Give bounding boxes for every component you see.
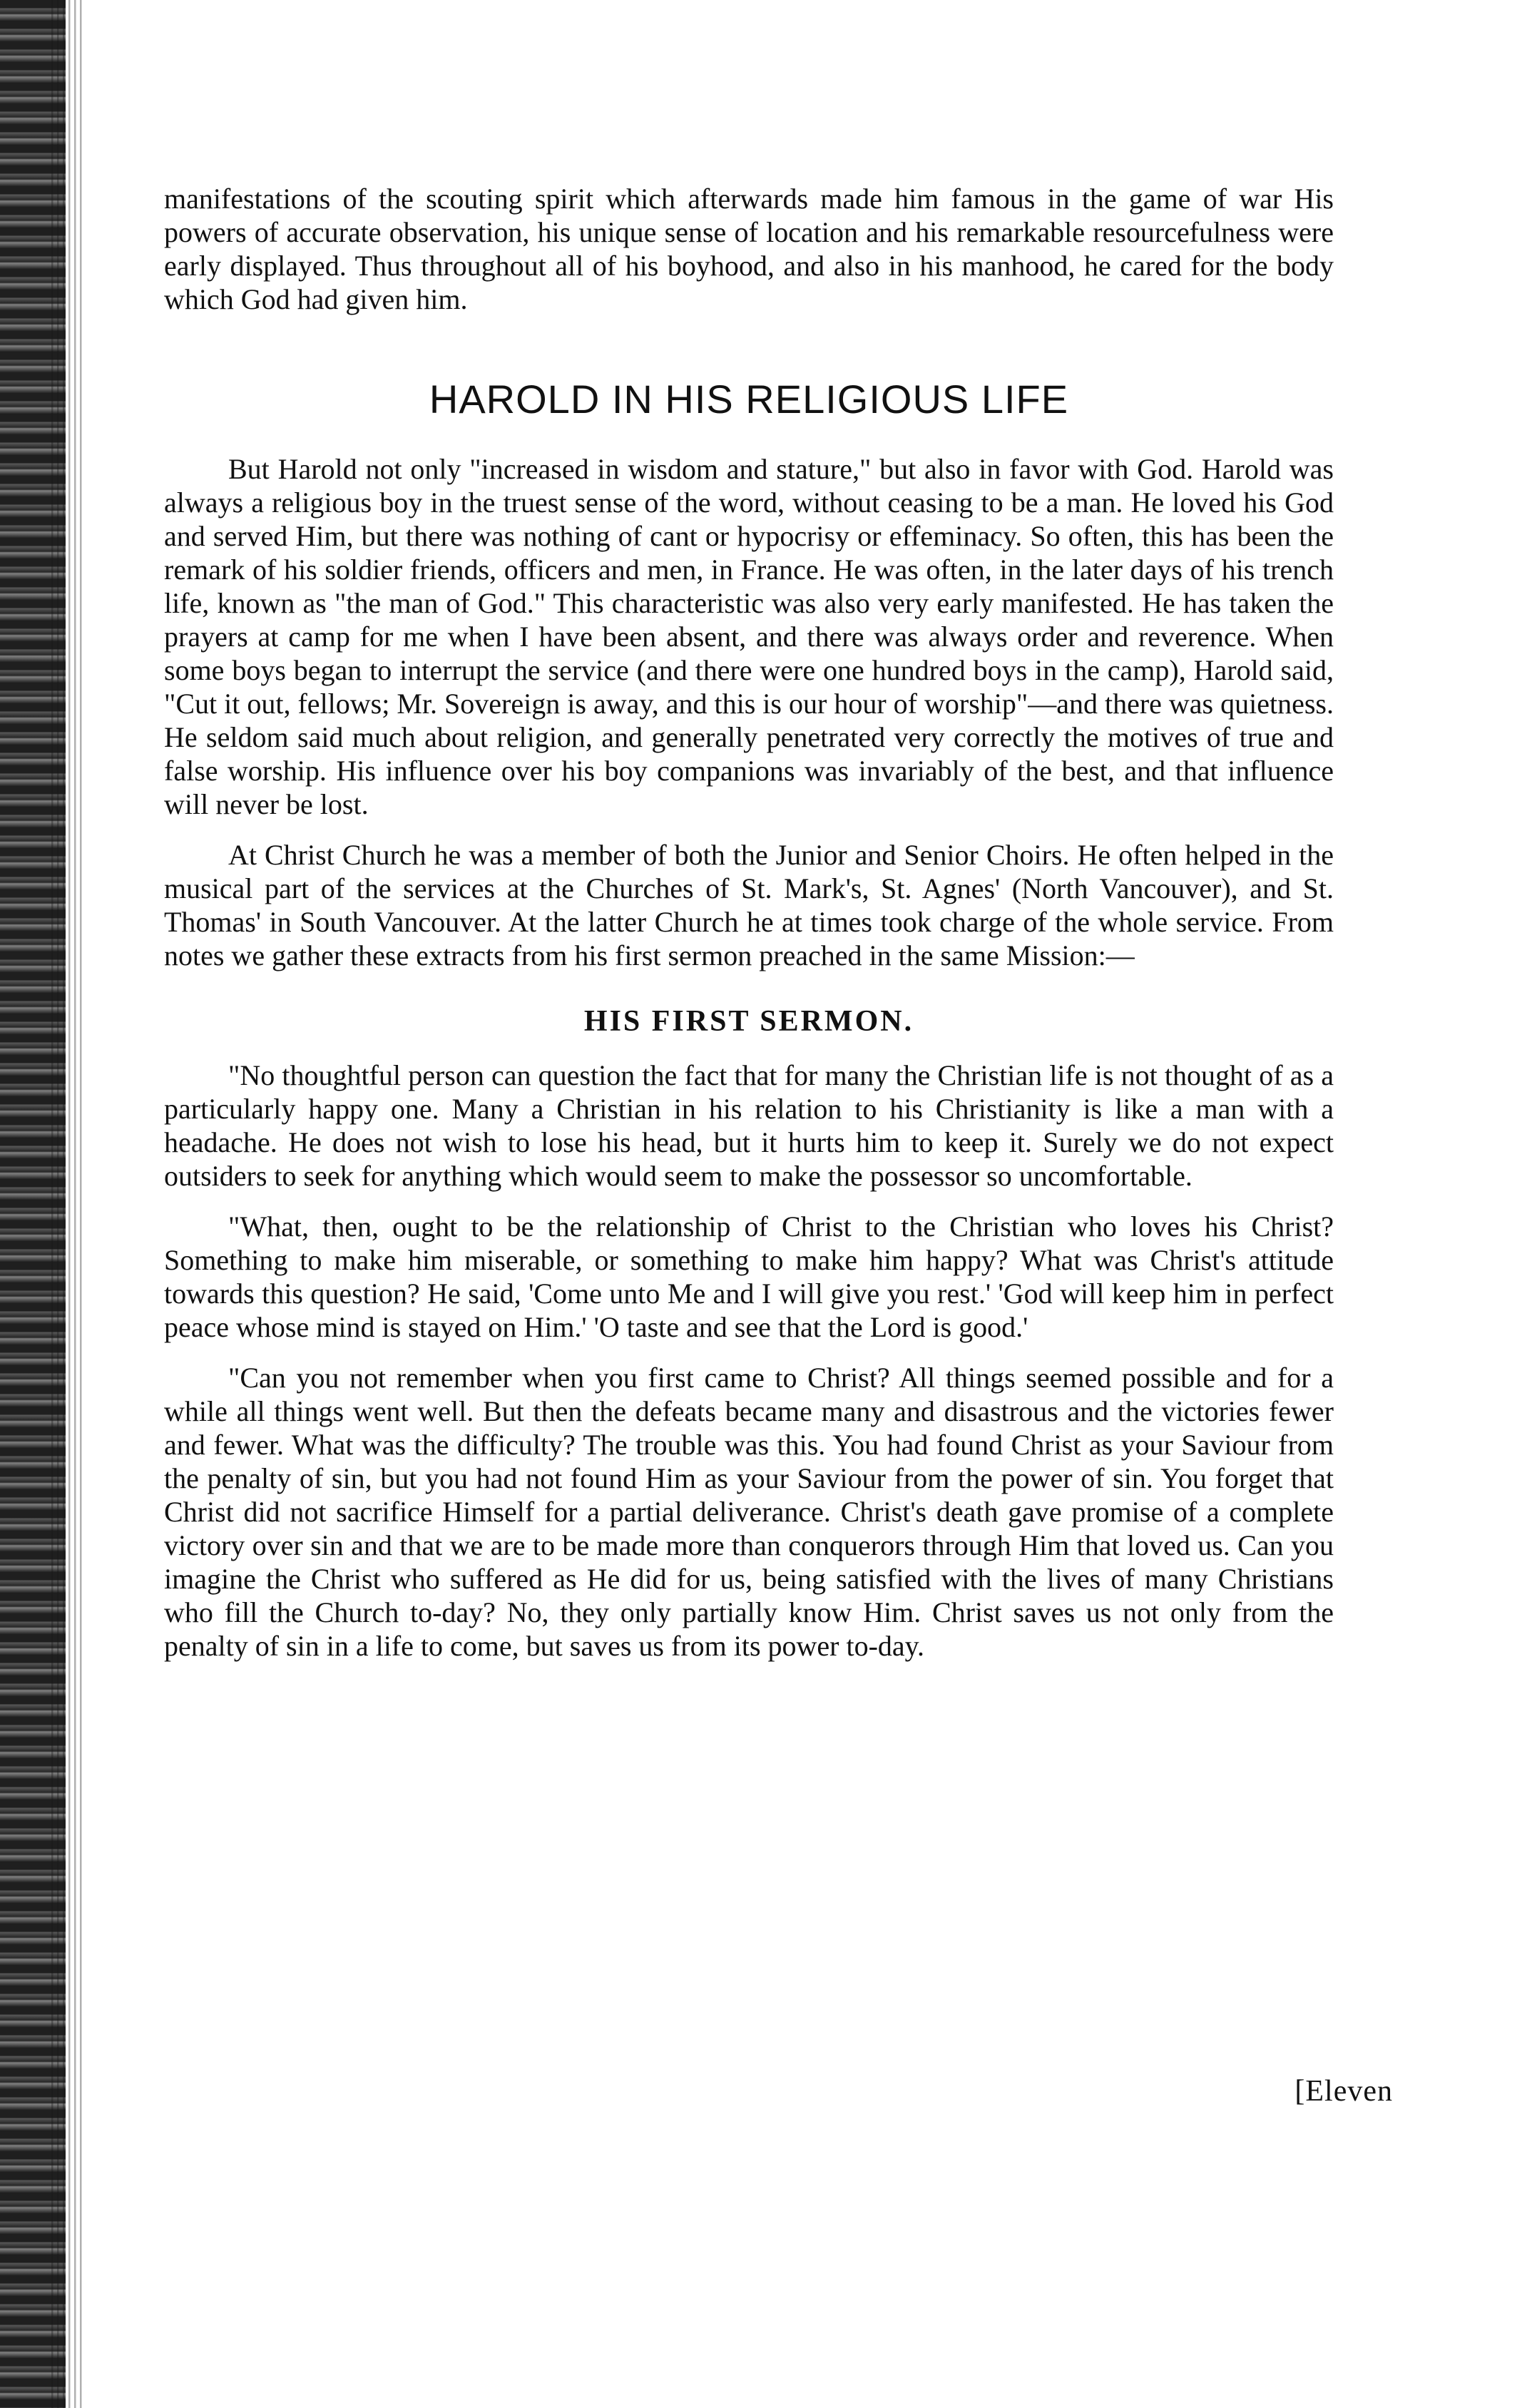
section-title: HAROLD IN HIS RELIGIOUS LIFE	[429, 377, 1069, 422]
sermon-heading: HIS FIRST SERMON.	[583, 1005, 914, 1038]
sermon-paragraph: "What, then, ought to be the relationship of Christ to the Christian who loves his Christ? Something to make him miserable, or something to make him happy? What was Christ's attitude towards this question? He said, 'Come unto Me and I will give you rest.' 'God will keep him in perfect peace whose mind is stayed on Him.' 'O taste and see that the Lord is good.'	[164, 1210, 1334, 1343]
opening-paragraph: manifestations of the scouting spirit which afterwards made him famous in the game of war His powers of accurate observation, his unique sense of location and his remarkable resourcefulness were early displayed. Thus throughout all of his boyhood, and also in his manhood, he cared for the body which God had given him.	[164, 183, 1334, 315]
religious-life-paragraph: But Harold not only "increased in wisdom and stature," but also in favor with God. Harold was always a religious boy in the truest sense of the word, without ceasing to be a man. He loved his God and served Him, but there was nothing of cant or hypocrisy or effeminacy. So often, this has been the remark of his soldier friends, officers and men, in France. He was often, in the later days of his trench life, known as "the man of God." This characteristic was also very early manifested. He has taken the prayers at camp for me when I have been absent, and there was always order and reverence. When some boys began to interrupt the service (and there were one hundred boys in the camp), Harold said, "Cut it out, fellows; Mr. Sovereign is away, and this is our hour of worship"—and there was quietness. He seldom said much about religion, and generally penetrated very correctly the motives of true and false worship. His influence over his boy companions was invariably of the best, and that influence will never be lost.	[164, 453, 1334, 820]
book-page	[164, 182, 1334, 1663]
religious-life-paragraph: At Christ Church he was a member of both the Junior and Senior Choirs. He often helped in the musical part of the services at the Churches of St. Mark's, St. Agnes' (North Vancouver), and St. Thomas' in South Vancouver. At the latter Church he at times took charge of the whole service. From notes we gather these extracts from his first sermon preached in the same Mission:—	[164, 839, 1334, 971]
sermon-paragraph: "Can you not remember when you first came to Christ? All things seemed possible and for a while all things went well. But then the defeats became many and disastrous and the victories fewer and fewer. What was the difficulty? The trouble was this. You had found Christ as your Saviour from the penalty of sin, but you had not found Him as your Saviour from the power of sin. You forget that Christ did not sacrifice Himself for a partial deliverance. Christ's death gave promise of a complete victory over sin and that we are to be made more than conquerors through Him that loved us. Can you imagine the Christ who suffered as He did for us, being satisfied with the lives of many Christians who fill the Church to-day? No, they only partially know Him. Christ saves us not only from the penalty of sin in a life to come, but saves us from its power to-day.	[164, 1362, 1334, 1662]
sermon-paragraph: "No thoughtful person can question the fact that for many the Christian life is not thought of as a particularly happy one. Many a Christian in his relation to his Christianity is like a man with a headache. He does not wish to lose his head, but it hurts him to keep it. Surely we do not expect outsiders to seek for anything which would seem to make the possessor so uncomfortable.	[164, 1059, 1334, 1192]
binding-edge	[0, 0, 66, 2408]
page-number: [Eleven	[1294, 2075, 1393, 2108]
